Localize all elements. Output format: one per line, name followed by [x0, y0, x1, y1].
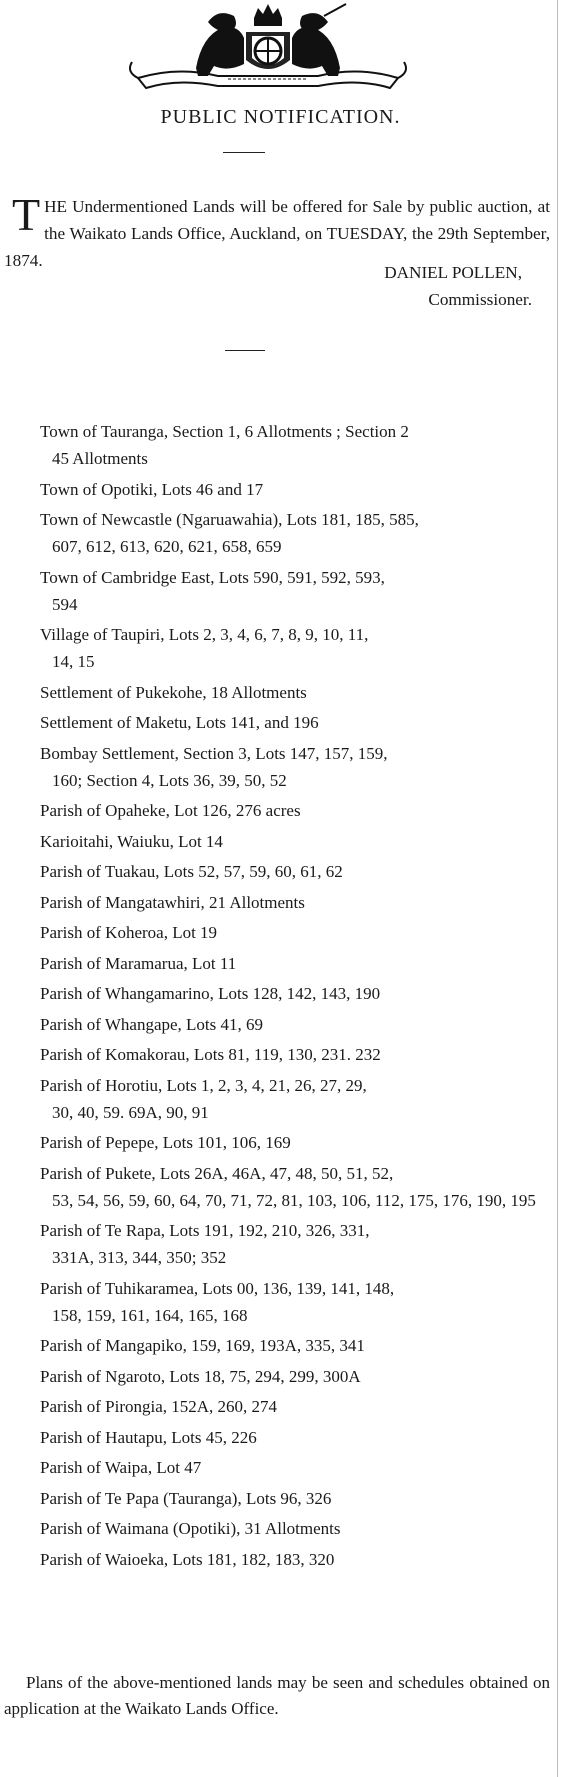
divider-middle	[225, 350, 265, 351]
land-list-item	[34, 679, 551, 706]
land-list-item-text: Parish of Mangatawhiri, 21 Allotments	[40, 892, 305, 912]
land-list-item-text: Parish of Horotiu, Lots 1, 2, 3, 4, 21, 26, 27, 29,	[40, 1075, 367, 1095]
land-list-item-text: Parish of Waimana (Opotiki), 31 Allotments	[40, 1519, 341, 1538]
land-list-item	[34, 828, 551, 855]
land-list-item-continuation: 14, 15	[52, 652, 95, 671]
land-list-item-text: Parish of Te Rapa, Lots 191, 192, 210, 326, 331,	[40, 1221, 370, 1240]
land-list-item	[34, 1129, 551, 1156]
signer-role: Commissioner.	[428, 290, 532, 309]
land-list-item-text: Parish of Pukete, Lots 26A, 46A, 47, 48, 50, 51, 52,	[40, 1163, 394, 1183]
footer-note: Plans of the above-mentioned lands may be seen and schedules obtained on application at the Waikato Lands Office.	[4, 1673, 550, 1718]
land-list-item-continuation: 160; Section 4, Lots 36, 39, 50, 52	[52, 770, 287, 790]
land-list-item	[34, 1011, 551, 1038]
land-list-item-text: Parish of Pepepe, Lots 101, 106, 169	[40, 1133, 291, 1152]
land-list-item-text: Parish of Maramarua, Lot 11	[40, 953, 237, 973]
land-list-item-text: Settlement of Maketu, Lots 141, and 196	[40, 713, 319, 732]
land-list-item-text: Town of Cambridge East, Lots 590, 591, 592, 593,	[40, 567, 385, 587]
land-list	[34, 418, 551, 1576]
land-list-item	[34, 506, 551, 560]
land-list-item-continuation: 45 Allotments	[52, 449, 148, 468]
land-list-item-text: Town of Newcastle (Ngaruawahia), Lots 181, 185, 585,	[40, 510, 419, 529]
land-list-item	[34, 1041, 551, 1068]
drop-cap: T	[12, 189, 41, 240]
land-list-item	[34, 1515, 551, 1542]
land-list-item-continuation: 331A, 313, 344, 350; 352	[52, 1248, 227, 1267]
land-list-item-text: Parish of Waioeka, Lots 181, 182, 183, 320	[40, 1549, 335, 1569]
land-list-item-text: Karioitahi, Waiuku, Lot 14	[40, 831, 223, 851]
land-list-item	[34, 1160, 551, 1214]
land-list-item	[34, 476, 551, 503]
land-list-item	[34, 1546, 551, 1573]
land-list-item-continuation: 53, 54, 56, 59, 60, 64, 70, 71, 72, 81, 103, 106, 112, 175, 176, 190, 195	[52, 1190, 536, 1210]
land-list-item-text: Parish of Whangamarino, Lots 128, 142, 143, 190	[40, 984, 381, 1003]
land-list-item-text: Settlement of Pukekohe, 18 Allotments	[40, 682, 307, 702]
royal-coat-of-arms	[118, 2, 418, 98]
land-list-item-text: Parish of Hautapu, Lots 45, 226	[40, 1427, 257, 1447]
land-list-item-text: Parish of Te Papa (Tauranga), Lots 96, 326	[40, 1488, 332, 1508]
land-list-item	[34, 709, 551, 736]
land-list-item-text: Parish of Tuakau, Lots 52, 57, 59, 60, 61, 62	[40, 862, 343, 881]
land-list-item	[34, 889, 551, 916]
land-list-item	[34, 797, 551, 824]
land-list-item	[34, 1332, 551, 1359]
land-list-item	[34, 919, 551, 946]
land-list-item-text: Parish of Pirongia, 152A, 260, 274	[40, 1397, 278, 1416]
land-list-item	[34, 564, 551, 618]
land-list-item	[34, 418, 551, 472]
column-rule	[557, 0, 558, 1777]
land-list-item-continuation: 607, 612, 613, 620, 621, 658, 659	[52, 537, 282, 556]
land-list-item-text: Parish of Koheroa, Lot 19	[40, 923, 218, 942]
land-list-item	[34, 980, 551, 1007]
land-list-item-text: Bombay Settlement, Section 3, Lots 147, 157, 159,	[40, 743, 388, 763]
land-list-item-text: Parish of Komakorau, Lots 81, 119, 130, 231. 232	[40, 1045, 381, 1064]
land-list-item	[34, 1454, 551, 1481]
divider-top	[223, 152, 265, 153]
land-list-item	[34, 1485, 551, 1512]
land-list-item	[34, 1072, 551, 1126]
signer-name: DANIEL POLLEN,	[384, 263, 522, 282]
land-list-item	[34, 1363, 551, 1390]
land-list-item-text: Parish of Mangapiko, 159, 169, 193A, 335, 341	[40, 1336, 365, 1355]
land-list-item-text: Parish of Ngaroto, Lots 18, 75, 294, 299, 300A	[40, 1366, 361, 1386]
land-list-item	[34, 621, 551, 675]
land-list-item	[34, 1217, 551, 1271]
land-list-item	[34, 1424, 551, 1451]
land-list-item	[34, 1393, 551, 1420]
page-title: PUBLIC NOTIFICATION.	[160, 106, 401, 128]
land-list-item-text: Parish of Tuhikaramea, Lots 00, 136, 139, 141, 148,	[40, 1278, 395, 1298]
land-list-item-text: Parish of Waipa, Lot 47	[40, 1458, 202, 1477]
land-list-item-text: Town of Opotiki, Lots 46 and 17	[40, 479, 264, 499]
intro-paragraph	[4, 189, 550, 274]
land-list-item	[34, 950, 551, 977]
intro-text: HE Undermentioned Lands will be offered for Sale by public auction, at the Waikato Lands Office, Auckland, on TUESDAY, the 29th September, 1874.	[4, 197, 550, 270]
land-list-item-text: Parish of Opaheke, Lot 126, 276 acres	[40, 801, 301, 820]
land-list-item-continuation: 30, 40, 59. 69A, 90, 91	[52, 1102, 209, 1122]
land-list-item	[34, 858, 551, 885]
land-list-item-continuation: 594	[52, 594, 78, 614]
land-list-item	[34, 740, 551, 794]
land-list-item	[34, 1275, 551, 1329]
land-list-item-continuation: 158, 159, 161, 164, 165, 168	[52, 1305, 248, 1325]
land-list-item-text: Town of Tauranga, Section 1, 6 Allotments ; Section 2	[40, 422, 409, 441]
land-list-item-text: Parish of Whangape, Lots 41, 69	[40, 1014, 264, 1034]
land-list-item-text: Village of Taupiri, Lots 2, 3, 4, 6, 7, 8, 9, 10, 11,	[40, 625, 369, 644]
